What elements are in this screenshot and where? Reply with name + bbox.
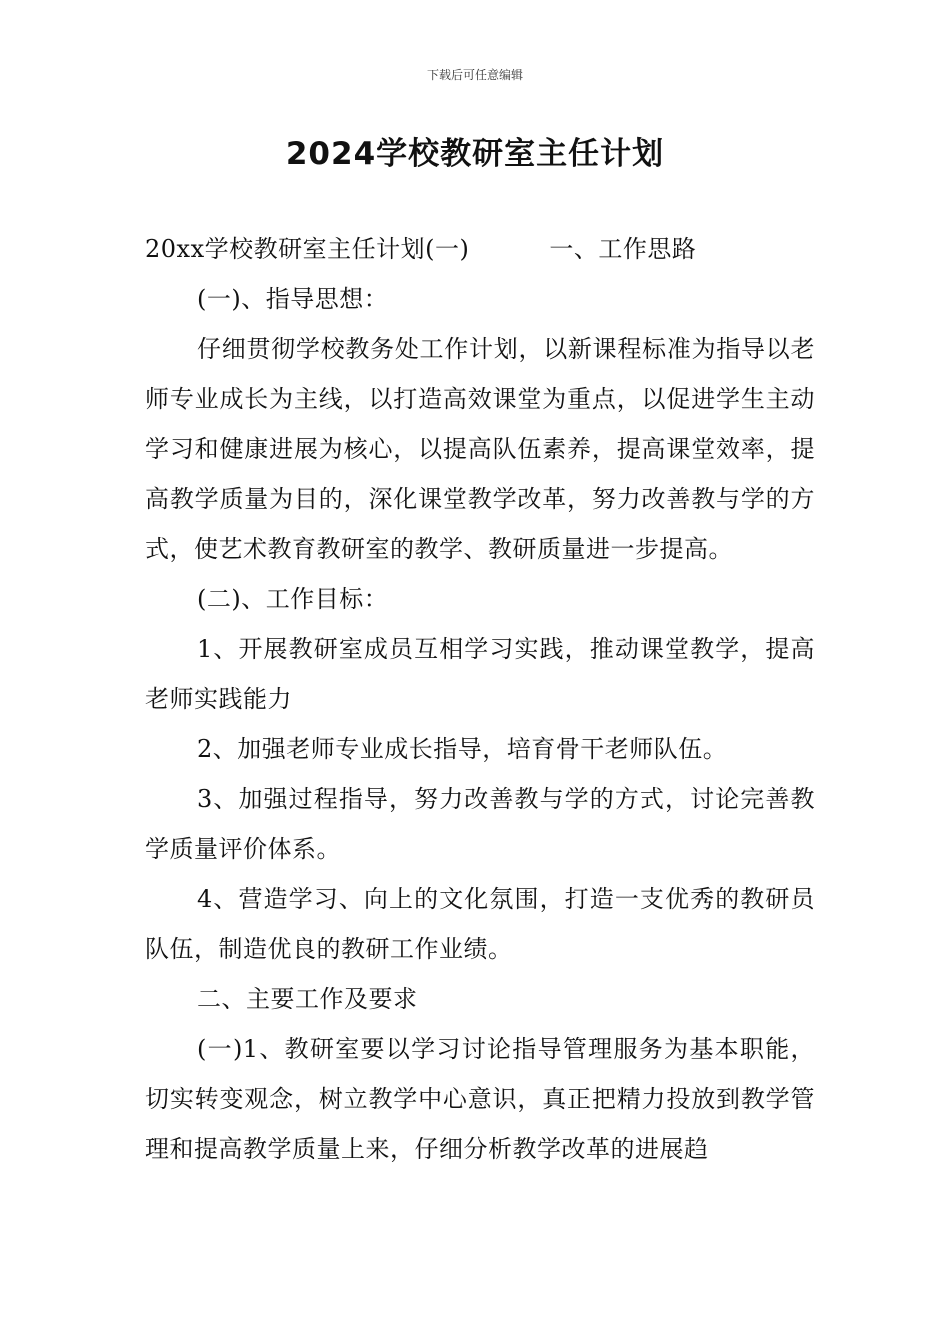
first-line [145, 224, 815, 274]
first-line-right: 一、工作思路 [549, 235, 697, 263]
goal-item-1: 1、开展教研室成员互相学习实践，推动课堂教学，提高老师实践能力 [145, 635, 815, 713]
first-line-left: 20xx学校教研室主任计划(一) [145, 235, 470, 263]
goal-item-3: 3、加强过程指导，努力改善教与学的方式，讨论完善教学质量评价体系。 [145, 785, 815, 863]
section-heading-goals: (二)、工作目标： [197, 585, 389, 613]
goal-item-2: 2、加强老师专业成长指导，培育骨干老师队伍。 [197, 735, 728, 763]
section-heading-main-work: 二、主要工作及要求 [197, 985, 418, 1013]
section-heading-guiding-thought: (一)、指导思想： [197, 285, 389, 313]
header-note: 下载后可任意编辑 [426, 68, 523, 82]
document-title: 2024学校教研室主任计划 [285, 136, 665, 172]
paragraph-main-work-1: (一)1、教研室要以学习讨论指导管理服务为基本职能，切实转变观念，树立教学中心意识，真正把精力投放到教学管理和提高教学质量上来，仔细分析教学改革的进展趋 [145, 1035, 815, 1163]
paragraph-guiding-thought: 仔细贯彻学校教务处工作计划，以新课程标准为指导以老师专业成长为主线，以打造高效课堂为重点，以促进学生主动学习和健康进展为核心，以提高队伍素养，提高课堂效率，提高教学质量为目的，深化课堂教学改革，努力改善教与学的方式，使艺术教育教研室的教学、教研质量进一步提高。 [145, 335, 815, 563]
goal-item-4: 4、营造学习、向上的文化氛围，打造一支优秀的教研员队伍，制造优良的教研工作业绩。 [145, 885, 815, 963]
document-body [145, 224, 815, 1174]
